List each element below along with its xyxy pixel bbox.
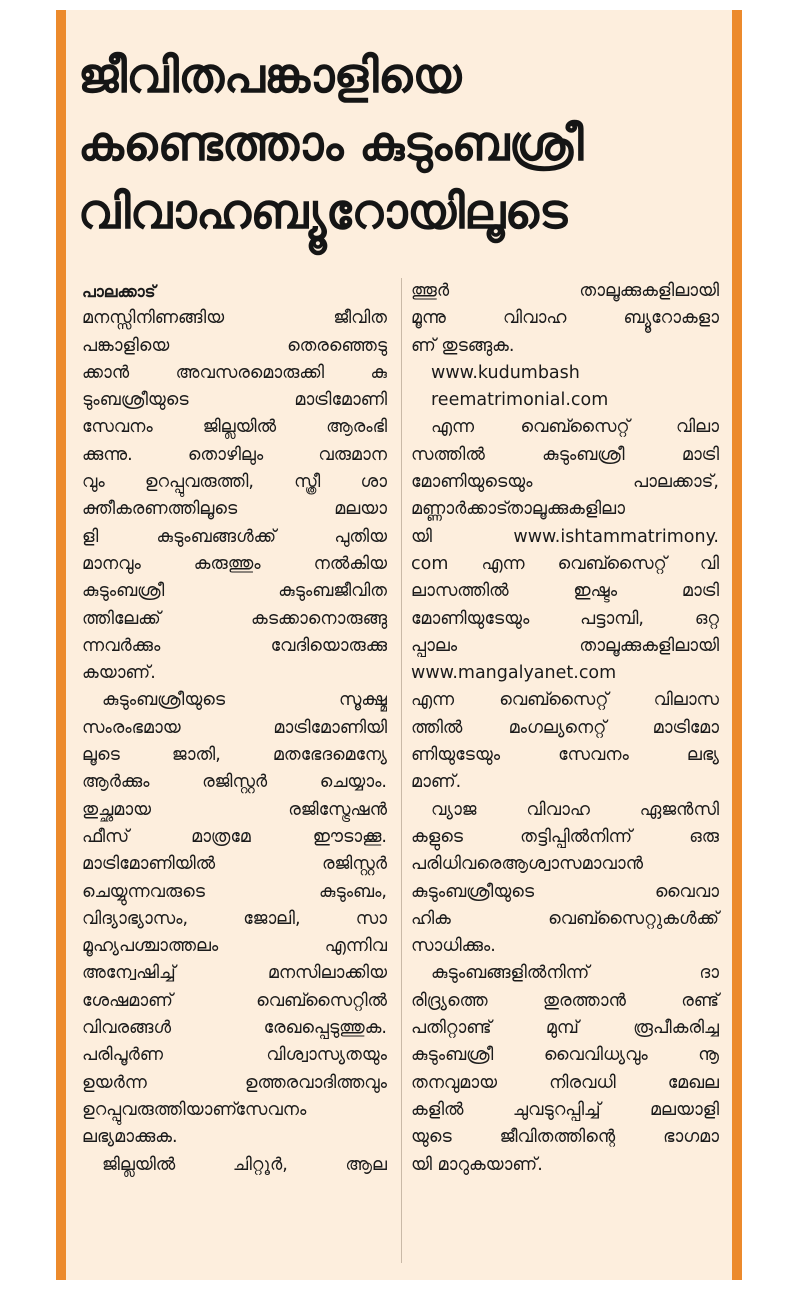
text-line: പങ്കാളിയെ തെരഞ്ഞെടു	[82, 335, 387, 356]
website-url: www.mangalyanet.com	[411, 663, 617, 684]
text-line: സംരംഭമായ മാട്രിമോണിയി	[82, 717, 387, 738]
text-line: മാണ്.	[411, 772, 462, 793]
text-line: com എന്ന വെബ്സൈറ്റ് വി	[411, 553, 719, 574]
text-line: ത്തിൽ മംഗല്യനെറ്റ് മാട്രിമോ	[411, 717, 719, 738]
text-line: ത്തൂർ താലൂക്കുകളിലായി	[411, 281, 719, 301]
text-line: തനവുമായ നിരവധി മേഖല	[411, 1072, 719, 1093]
left-accent-bar	[56, 10, 66, 1280]
text-line: മാട്രിമോണിയിൽ രജിസ്റ്റർ	[82, 854, 387, 875]
text-line: മൂന്നു വിവാഹ ബ്യൂറോകളാ	[411, 308, 719, 329]
text-line: ലഭ്യമാക്കുക.	[82, 1127, 178, 1148]
text-line: വിവരങ്ങൾ രേഖപ്പെടുത്തുക.	[82, 1018, 387, 1039]
text-line: വിദ്യാഭ്യാസം, ജോലി, സാ	[82, 908, 387, 929]
text-line: വും ഉറപ്പുവരുത്തി, സ്ത്രീ ശാ	[82, 472, 387, 493]
text-line: ഹിക വെബ്സൈറ്റുകൾക്ക്	[411, 908, 719, 929]
text-line: കുടുംബങ്ങളിൽനിന്ന് ദാ	[431, 963, 719, 984]
text-line: കുടുംബശ്രീയുടെ സൂക്ഷ്മ	[102, 690, 387, 711]
website-url: reematrimonial.com	[431, 390, 609, 411]
text-line: ഉറപ്പുവരുത്തിയാണ്സേവനം	[82, 1099, 307, 1120]
text-line: യുടെ ജീവിതത്തിന്റെ ഭാഗമാ	[411, 1127, 719, 1148]
text-line: ആർക്കും രജിസ്റ്റർ ചെയ്യാം.	[82, 772, 387, 793]
text-line: ശേഷമാണ് വെബ്സൈറ്റിൽ	[82, 990, 387, 1011]
text-line: രിദ്ര്യത്തെ തുരത്താൻ രണ്ട്	[411, 990, 719, 1011]
text-line: അന്വേഷിച്ച് മനസിലാക്കിയ	[82, 963, 387, 984]
text-line: ക്തീകരണത്തിലൂടെ മലയാ	[82, 499, 387, 520]
text-line: കളുടെ തട്ടിപ്പിൽനിന്ന് ഒരു	[411, 826, 719, 847]
text-line: ക്കുന്നു. തൊഴിലും വരുമാന	[82, 444, 387, 465]
article-column-right	[411, 278, 719, 1179]
text-line: പ്പാലം താലൂക്കുകളിലായി	[411, 635, 719, 656]
text-line: ളി കുടുംബങ്ങൾക്ക് പുതിയ	[82, 526, 387, 547]
text-line: ചെയ്യുന്നവരുടെ കുടുംബം,	[82, 881, 387, 902]
text-line: സേവനം ജില്ലയിൽ ആരംഭി	[82, 417, 387, 438]
text-line: ടുംബശ്രീയുടെ മാട്രിമോണി	[82, 390, 387, 411]
column-divider	[401, 278, 402, 1263]
text-line: ലാസത്തിൽ ഇഷ്ടം മാട്രി	[411, 581, 719, 602]
text-line: ണിയുടേയും സേവനം ലഭ്യ	[411, 745, 719, 766]
article-column-left	[82, 278, 387, 1179]
text-line: പതിറ്റാണ്ട് മുമ്പ് രൂപീകരിച്ച	[411, 1018, 719, 1039]
headline-line-3: വിവാഹബ്യൂറോയിലൂടെ	[78, 184, 567, 240]
headline	[78, 42, 728, 246]
headline-line-1: ജീവിതപങ്കാളിയെ	[78, 48, 461, 104]
text-line: ഫീസ് മാത്രമേ ഈടാക്കൂ.	[82, 826, 387, 847]
text-line: മാനവും കരുത്തും നൽകിയ	[82, 553, 387, 574]
text-line: മണ്ണാർക്കാട്താലൂക്കുകളിലാ	[411, 499, 625, 520]
right-accent-bar	[732, 10, 742, 1280]
website-url: www.kudumbash	[431, 362, 580, 383]
text-line: കളിൽ ചുവടുറപ്പിച്ച് മലയാളി	[411, 1099, 719, 1120]
text-line: വ്യാജ വിവാഹ ഏജൻസി	[431, 799, 719, 820]
text-line: കുടുംബശ്രീ കുടുംബജീവിത	[82, 581, 387, 602]
text-line: കയാണ്.	[82, 663, 156, 684]
headline-line-2: കണ്ടെത്താം കുടുംബശ്രീ	[78, 116, 583, 172]
text-line: ജില്ലയിൽ ചിറ്റൂർ, ആല	[102, 1154, 387, 1175]
text-line: കുടുംബശ്രീ വൈവിധ്യവും നൂ	[411, 1045, 719, 1066]
text-line: മോണിയുടെയും പാലക്കാട്,	[411, 472, 719, 493]
text-line: ഉയർന്ന ഉത്തരവാദിത്തവും	[82, 1072, 387, 1093]
news-clipping	[56, 10, 742, 1280]
text-line: തുച്ഛമായ രജിസ്ട്രേഷൻ	[82, 799, 387, 820]
text-line: മനസ്സിനിണങ്ങിയ ജീവിത	[82, 308, 387, 329]
text-line: എന്ന വെബ്സൈറ്റ് വിലാ	[431, 417, 719, 438]
text-line: ന്നവർക്കും വേദിയൊരുക്കു	[82, 635, 387, 656]
text-line: എന്ന വെബ്സൈറ്റ് വിലാസ	[411, 690, 719, 711]
text-line: മൂഹ്യപശ്ചാത്തലം എന്നിവ	[82, 936, 387, 957]
text-line: ലൂടെ ജാതി, മതഭേദമെന്യേ	[82, 745, 387, 766]
dateline: പാലക്കാട്	[82, 282, 156, 301]
text-line: സാധിക്കും.	[411, 936, 496, 957]
text-line: പരിപൂർണ വിശ്വാസ്യതയും	[82, 1045, 387, 1066]
text-line: യി മാറുകയാണ്.	[411, 1154, 543, 1175]
text-line: പരിധിവരെആശ്വാസമാവാൻ	[411, 854, 644, 875]
text-line: ത്തിലേക്ക് കടക്കാനൊരുങ്ങു	[82, 608, 387, 629]
text-line: ക്കാൻ അവസരമൊരുക്കി കു	[82, 362, 387, 383]
text-line: മോണിയുടേയും പട്ടാമ്പി, ഒറ്റ	[411, 608, 719, 629]
text-line: കുടുംബശ്രീയുടെ വൈവാ	[411, 881, 719, 902]
text-line: യി www.ishtammatrimony.	[411, 526, 719, 547]
text-line: ണ് തുടങ്ങുക.	[411, 335, 515, 356]
text-line: സത്തിൽ കുടുംബശ്രീ മാട്രി	[411, 444, 719, 465]
